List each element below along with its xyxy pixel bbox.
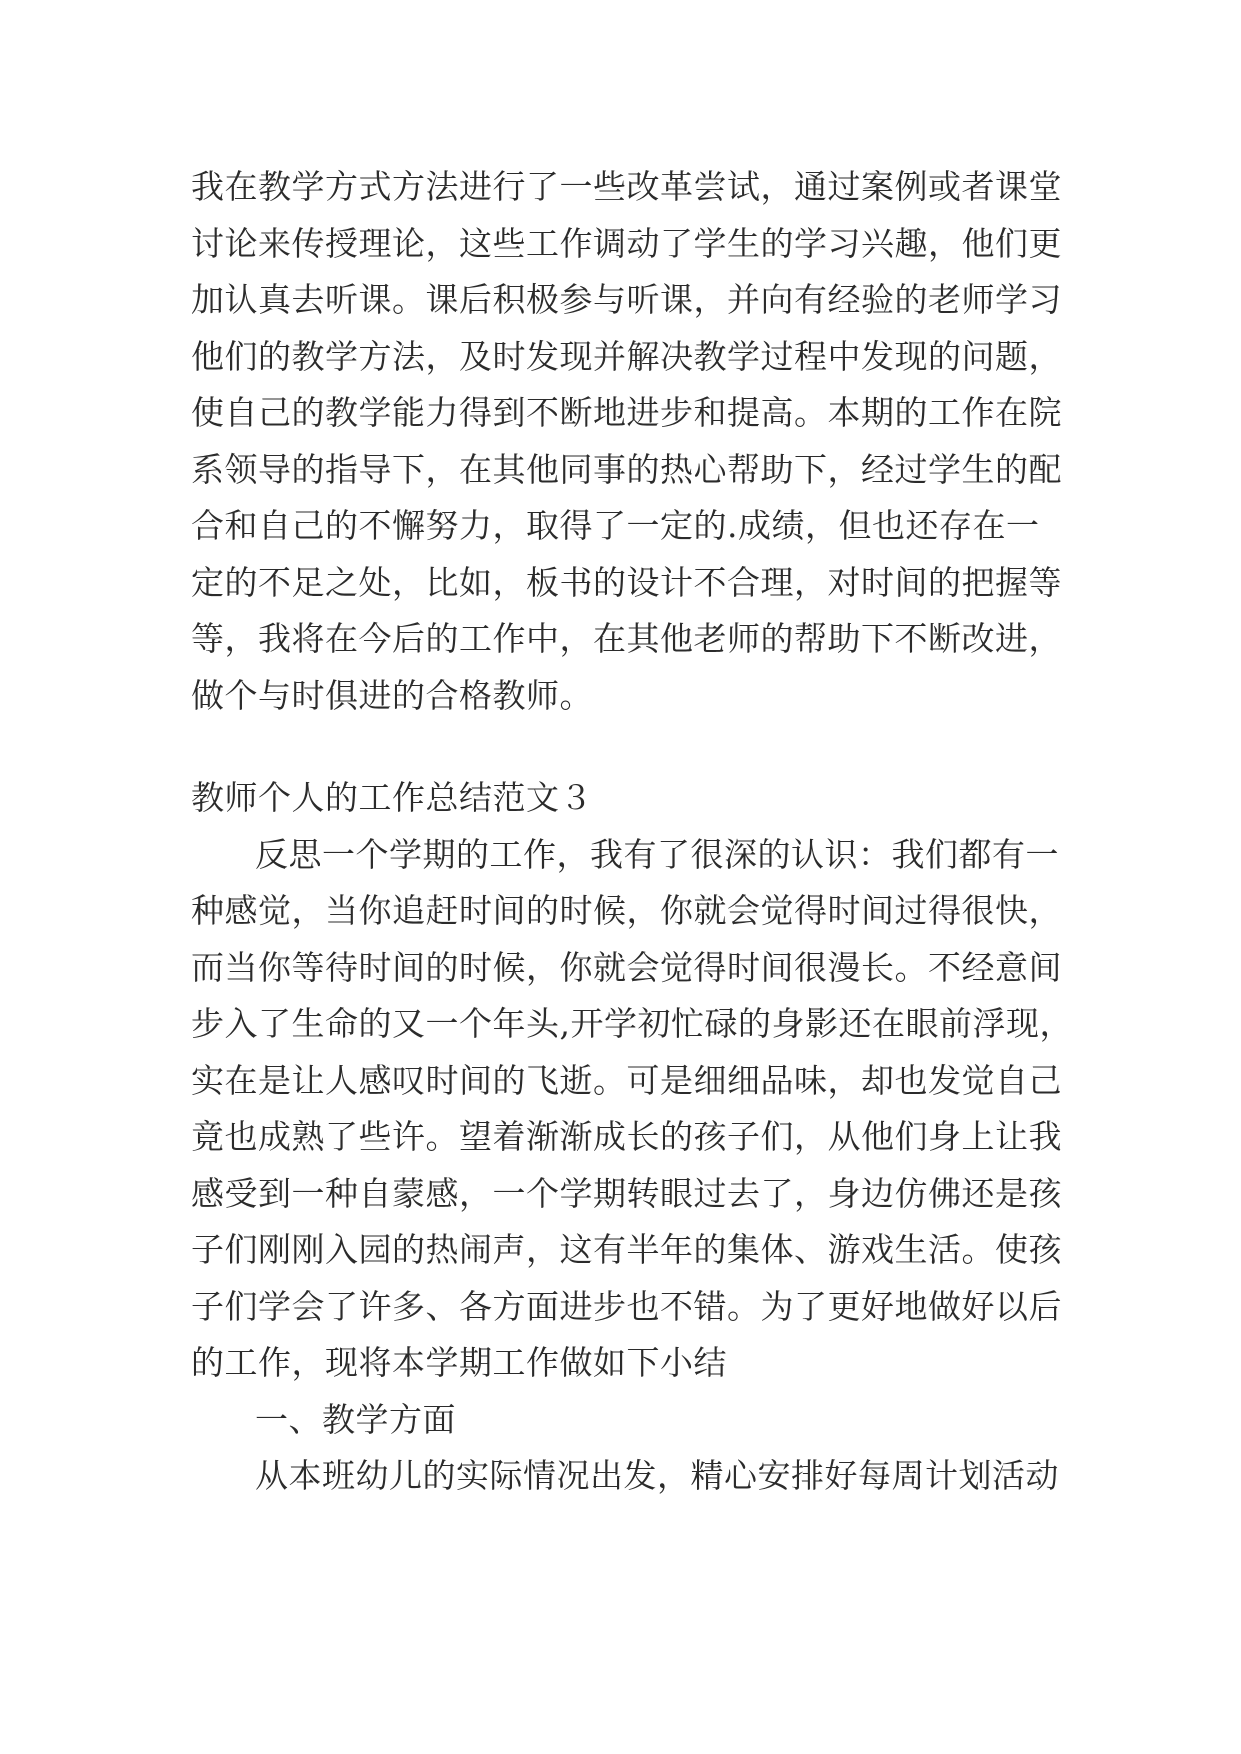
- text-line: 加认真去听课。课后积极参与听课，并向有经验的老师学习: [191, 280, 1062, 319]
- text-line: 使自己的教学能力得到不断地进步和提高。本期的工作在院: [191, 393, 1062, 432]
- text-line: 讨论来传授理论，这些工作调动了学生的学习兴趣，他们更: [191, 223, 1062, 263]
- text-line: 合和自己的不懈努力，取得了一定的.成绩，但也还存在一: [191, 506, 1040, 545]
- text-line: 做个与时俱进的合格教师。: [191, 675, 593, 715]
- text-line: 的工作，现将本学期工作做如下小结: [191, 1343, 727, 1382]
- text-line: 从本班幼儿的实际情况出发，精心安排好每周计划活动: [255, 1456, 1059, 1495]
- text-line: 等，我将在今后的工作中，在其他老师的帮助下不断改进，: [191, 619, 1062, 658]
- subheading: 一、教学方面: [255, 1399, 456, 1439]
- section-3: [191, 770, 1073, 1505]
- text-line: 子们学会了许多、各方面进步也不错。为了更好地做好以后: [191, 1286, 1062, 1326]
- text-line: 我在教学方式方法进行了一些改革尝试，通过案例或者课堂: [191, 167, 1062, 206]
- text-line: 步入了生命的又一个年头,开学初忙碌的身影还在眼前浮现，: [191, 1004, 1073, 1043]
- text-line: 他们的教学方法，及时发现并解决教学过程中发现的问题，: [191, 336, 1062, 376]
- text-line: 系领导的指导下，在其他同事的热心帮助下，经过学生的配: [191, 449, 1062, 489]
- text-line: 子们刚刚入园的热闹声，这有半年的集体、游戏生活。使孩: [191, 1230, 1062, 1269]
- text-line: 竟也成熟了些许。望着渐渐成长的孩子们，从他们身上让我: [191, 1117, 1062, 1156]
- text-line: 定的不足之处，比如，板书的设计不合理，对时间的把握等: [191, 562, 1062, 602]
- text-line: 实在是让人感叹时间的飞逝。可是细细品味，却也发觉自己: [191, 1060, 1062, 1100]
- text-line: 而当你等待时间的时候，你就会觉得时间很漫长。不经意间: [191, 947, 1062, 987]
- text-line: 种感觉，当你追赶时间的时候，你就会觉得时间过得很快，: [191, 891, 1062, 930]
- section-title: 教师个人的工作总结范文３: [191, 778, 593, 817]
- paragraph-1: [191, 159, 1061, 724]
- text-line: 反思一个学期的工作，我有了很深的认识：我们都有一: [255, 834, 1059, 874]
- text-line: 感受到一种自蒙感，一个学期转眼过去了，身边仿佛还是孩: [191, 1173, 1062, 1213]
